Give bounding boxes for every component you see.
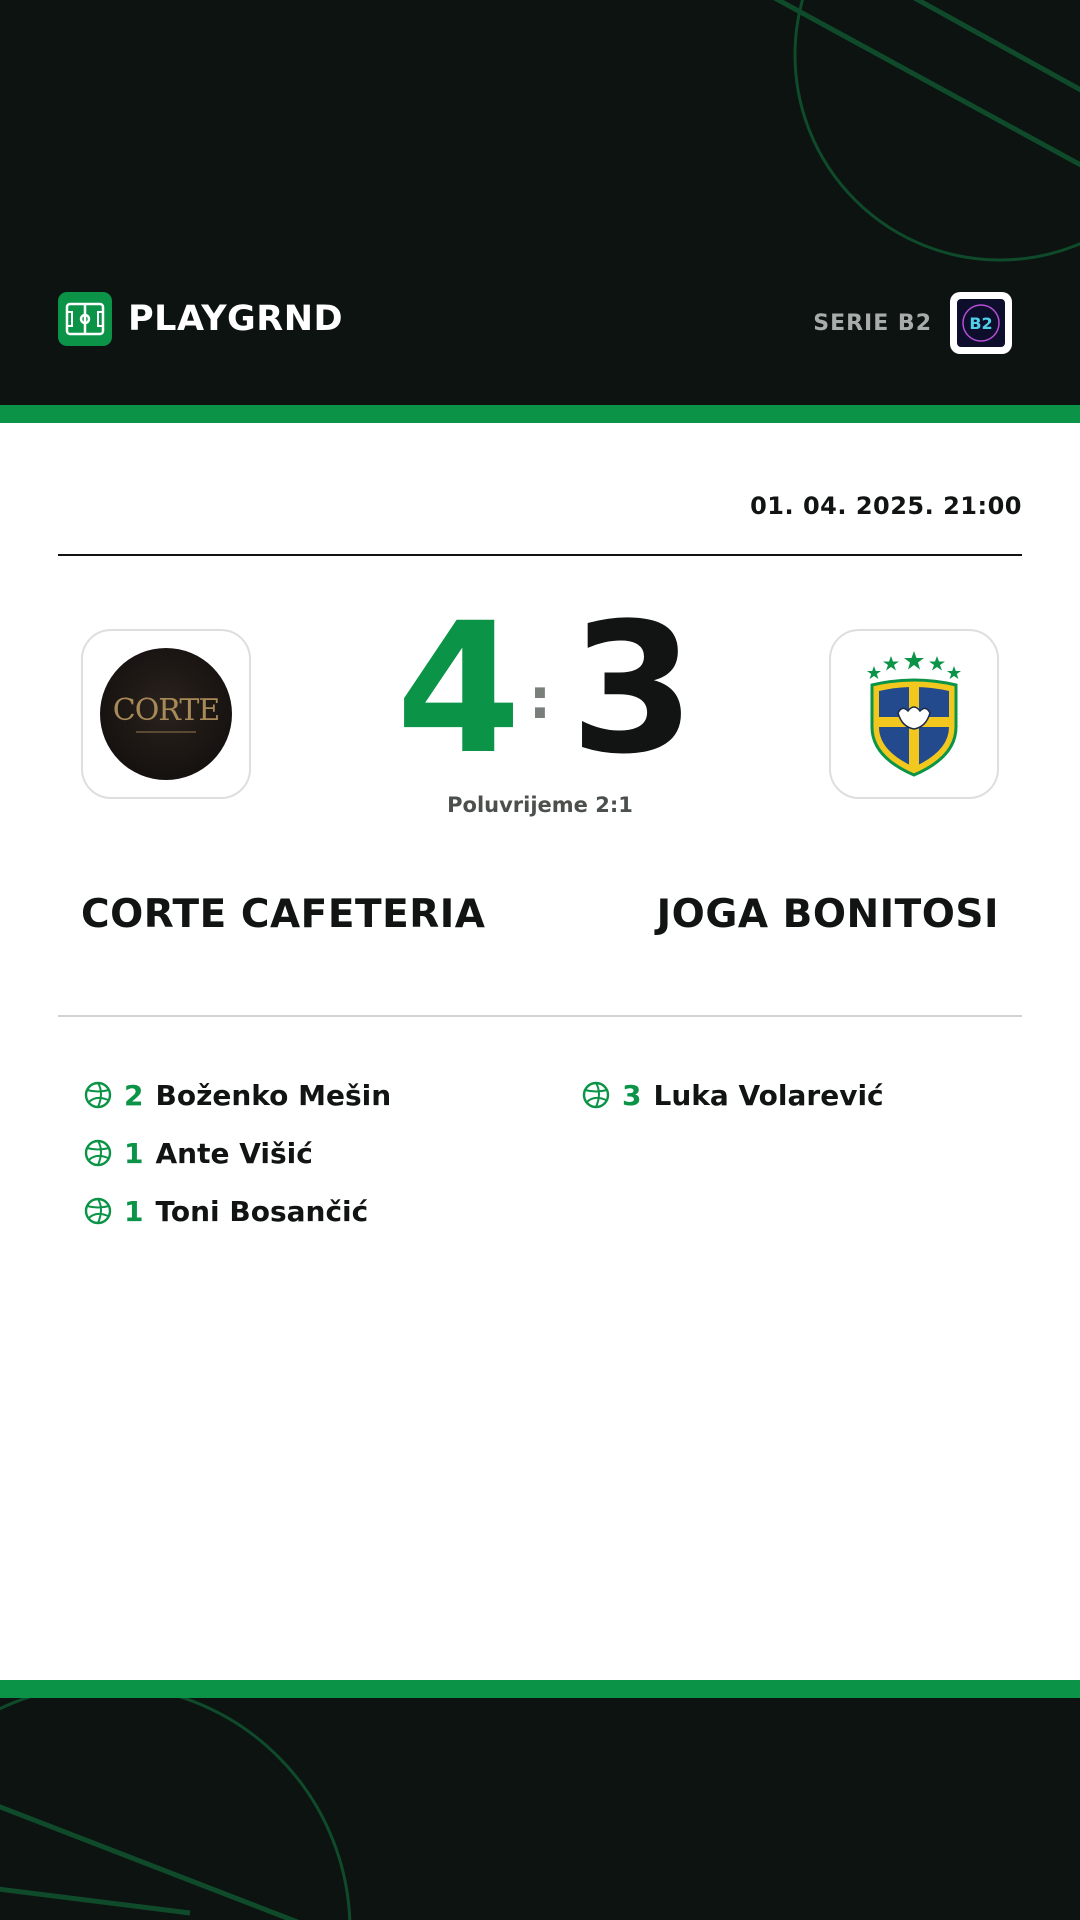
scorer-item <box>84 1182 391 1240</box>
header-band <box>0 0 1080 405</box>
scorer-goals: 2 <box>124 1078 144 1112</box>
ball-icon <box>84 1081 112 1109</box>
pitch-icon <box>58 292 112 346</box>
away-team-logo <box>829 629 999 799</box>
header-accent-stripe <box>0 405 1080 423</box>
scorer-item <box>84 1124 391 1182</box>
scorer-name: Ante Višić <box>155 1136 313 1170</box>
match-datetime: 01. 04. 2025. 21:00 <box>750 492 1022 520</box>
league-logo-icon <box>957 299 1005 347</box>
scorer-name: Boženko Mešin <box>155 1078 392 1112</box>
ball-icon <box>582 1081 610 1109</box>
league-badge <box>950 292 1012 354</box>
away-score: 3 <box>570 585 696 794</box>
ball-icon <box>84 1139 112 1167</box>
divider <box>58 1015 1022 1017</box>
away-scorers-list <box>582 1066 884 1124</box>
scorer-goals: 1 <box>124 1136 144 1170</box>
crest-icon <box>864 649 964 779</box>
home-team-logo <box>81 629 251 799</box>
halftime-score: Poluvrijeme 2:1 <box>447 793 633 817</box>
league-name: SERIE B2 <box>813 310 932 336</box>
footer-accent-stripe <box>0 1680 1080 1698</box>
brand-name: PLAYGRND <box>128 299 344 339</box>
away-team-name: JOGA BONITOSI <box>656 892 999 937</box>
scorer-name: Toni Bosančić <box>155 1194 369 1228</box>
divider <box>58 554 1022 556</box>
footer-band <box>0 1698 1080 1920</box>
scorer-item <box>582 1066 884 1124</box>
pitch-lines-decoration <box>0 1698 1080 1920</box>
home-score: 4 <box>396 585 522 794</box>
scorer-item <box>84 1066 391 1124</box>
home-scorers-list <box>84 1066 391 1240</box>
scorer-goals: 3 <box>622 1078 642 1112</box>
corte-logo-icon <box>100 648 232 780</box>
score-separator: : <box>528 667 552 732</box>
home-logo-text: CORTE <box>112 692 220 728</box>
svg-text:B2: B2 <box>969 314 993 333</box>
home-team-name: CORTE CAFETERIA <box>81 892 486 937</box>
scorer-name: Luka Volarević <box>653 1078 884 1112</box>
ball-icon <box>84 1197 112 1225</box>
league-info <box>813 292 1012 354</box>
brand <box>58 292 343 346</box>
scorer-goals: 1 <box>124 1194 144 1228</box>
